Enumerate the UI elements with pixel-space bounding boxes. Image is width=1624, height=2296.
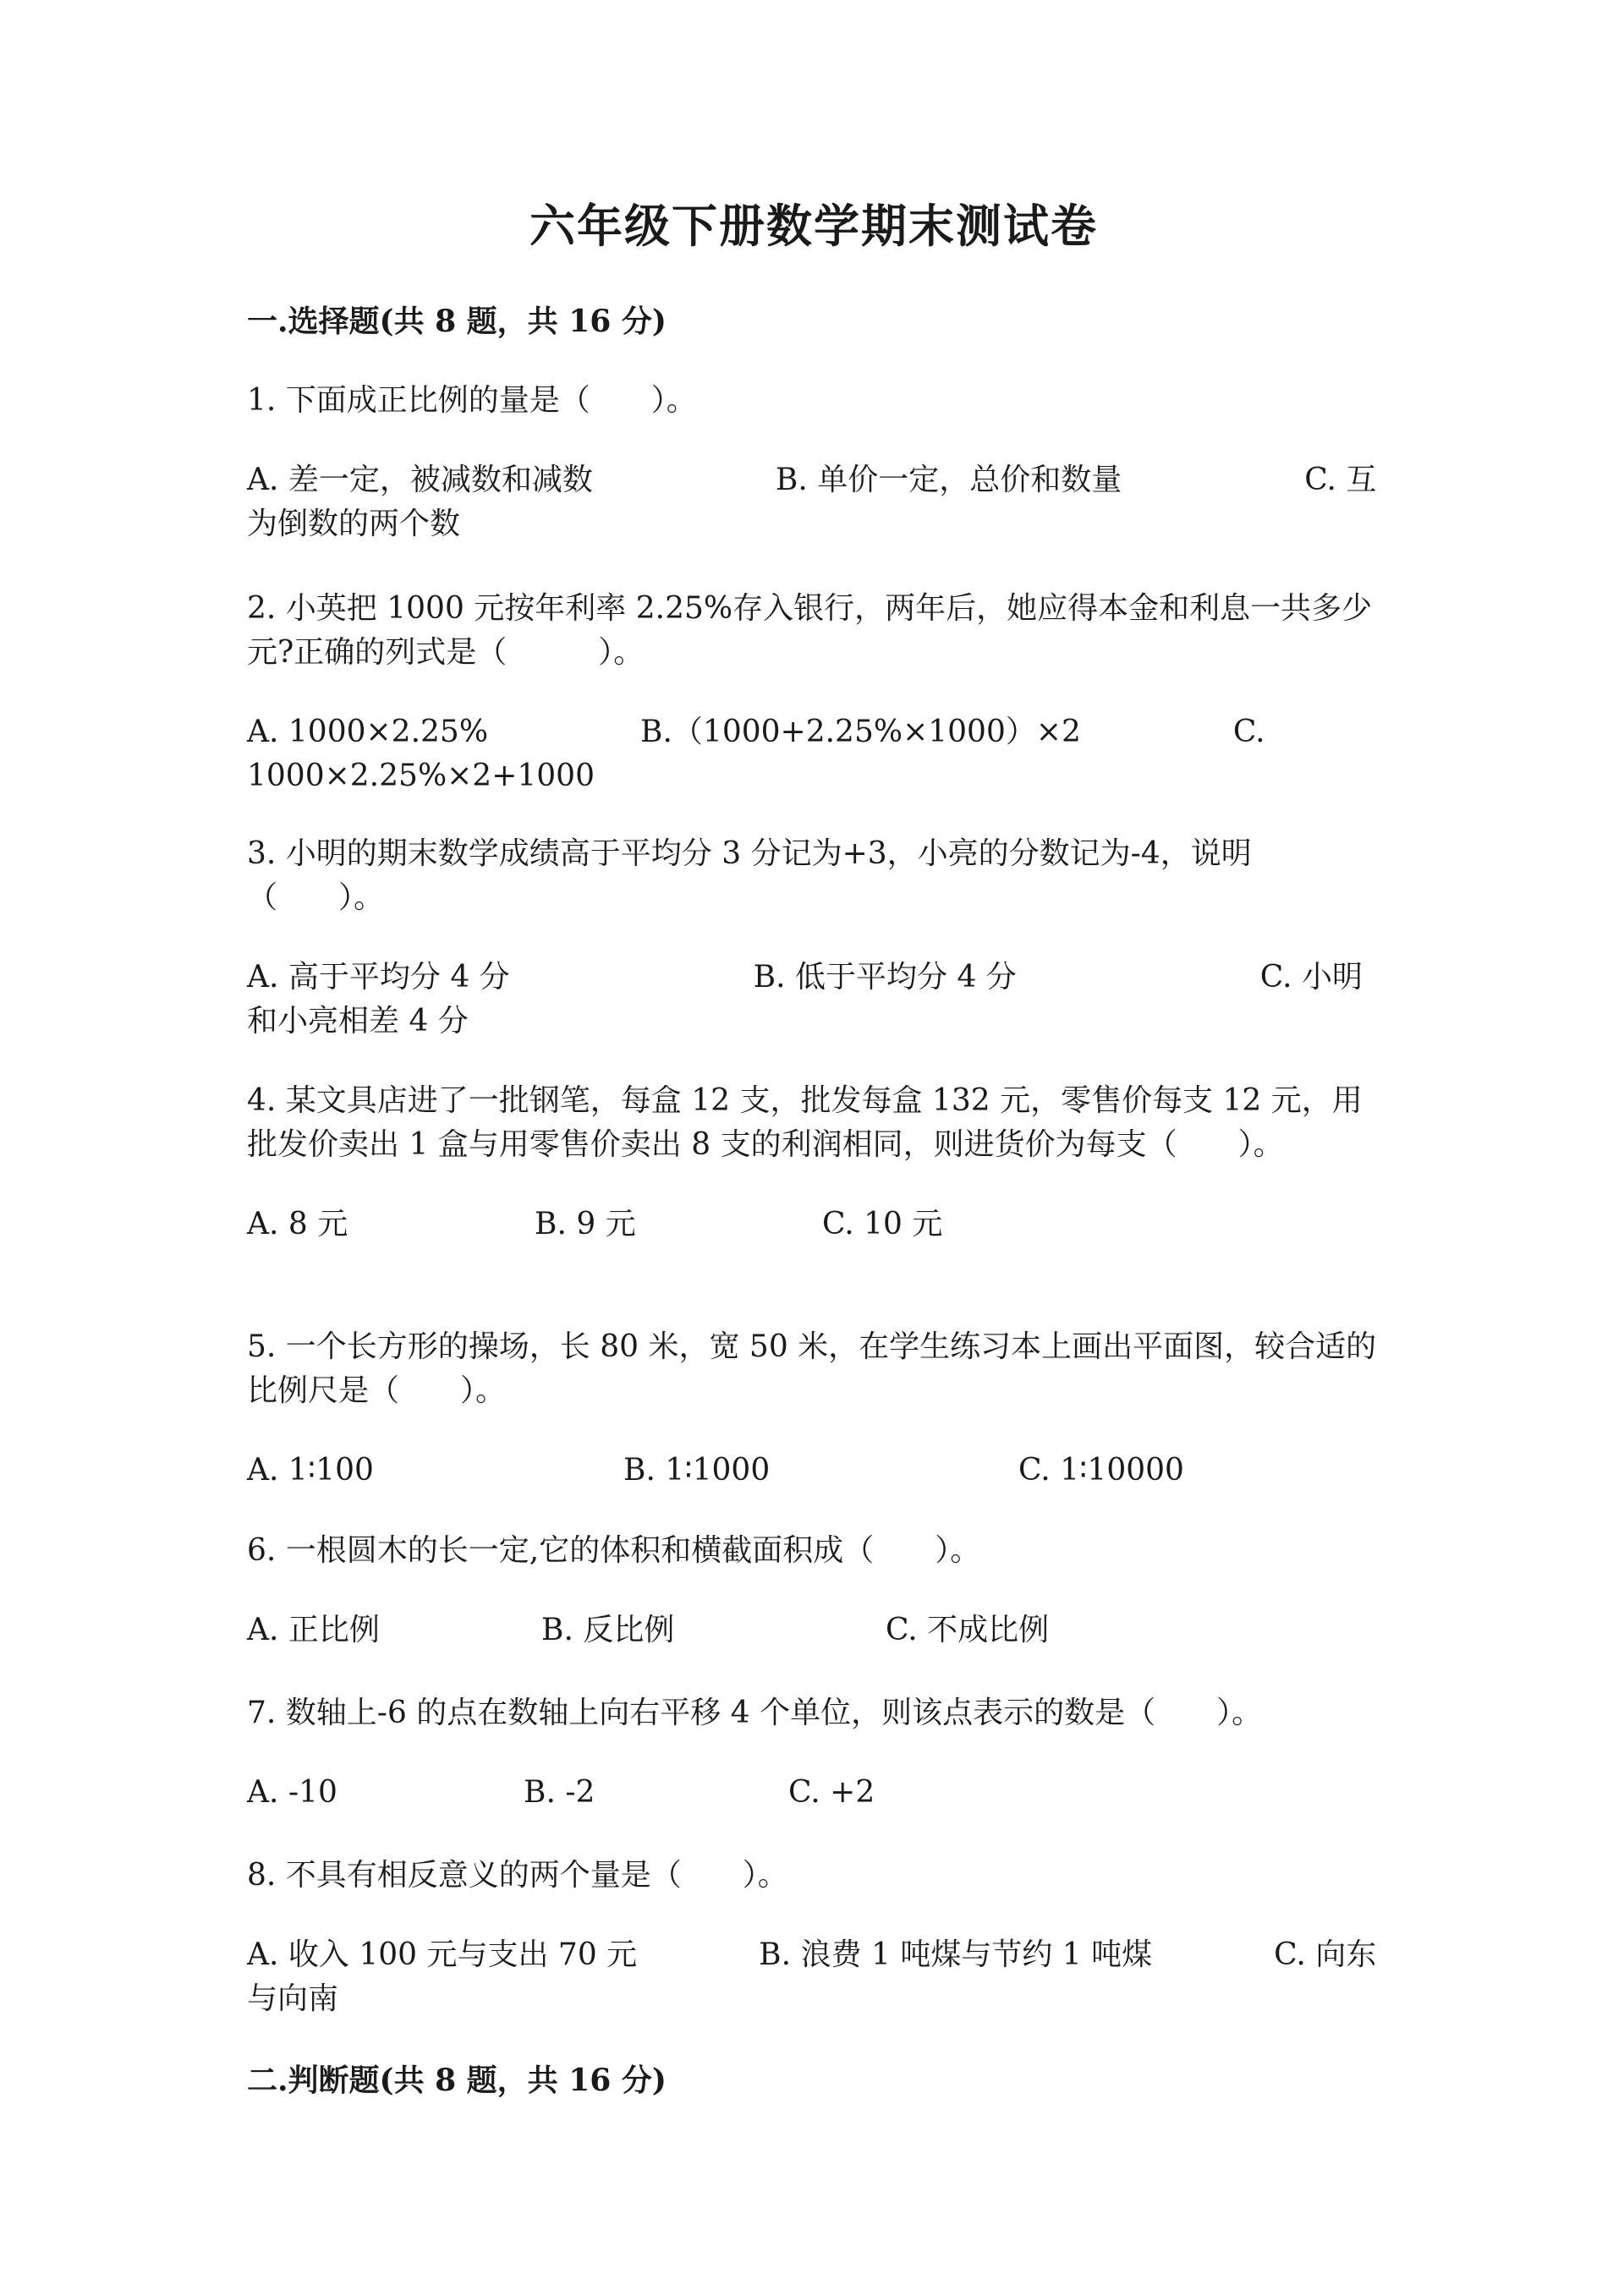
- question-options: [247, 1771, 1380, 1815]
- question-options: A. 1000×2.25% B.（1000+2.25%×1000）×2 C. 1000×2.25%×2+1000: [247, 715, 1276, 793]
- question-2: [247, 587, 1380, 798]
- question-7: [247, 1691, 1380, 1815]
- question-stem: 2. 小英把 1000 元按年利率 2.25%存入银行，两年后，她应得本金和利息一共多少元?正确的列式是（ ）。: [247, 591, 1373, 670]
- question-options: A. 收入 100 元与支出 70 元 B. 浪费 1 吨煤与节约 1 吨煤 C. 向东与向南: [247, 1937, 1377, 2016]
- question-stem: 6. 一根圆木的长一定,它的体积和横截面积成（ ）。: [247, 1533, 981, 1568]
- section-heading-choice: 一.选择题(共 8 题，共 16 分): [247, 304, 667, 339]
- question-stem: 4. 某文具店进了一批钢笔，每盒 12 支，批发每盒 132 元，零售价每支 12 元，用批发价卖出 1 盒与用零售价卖出 8 支的利润相同，则进货价为每支（ ）。: [247, 1083, 1363, 1162]
- option-b: B. 反比例: [541, 1613, 675, 1647]
- question-stem: 7. 数轴上-6 的点在数轴上向右平移 4 个单位，则该点表示的数是（ ）。: [247, 1696, 1263, 1730]
- question-stem: 8. 不具有相反意义的两个量是（ ）。: [247, 1858, 788, 1893]
- question-4: [247, 1079, 1380, 1247]
- question-8: [247, 1854, 1380, 2021]
- question-options: [247, 1449, 1380, 1493]
- option-a: A. 1∶100: [247, 1453, 374, 1488]
- question-stem: 5. 一个长方形的操场，长 80 米，宽 50 米，在学生练习本上画出平面图，较合适的比例尺是（ ）。: [247, 1329, 1377, 1408]
- question-options: A. 差一定，被减数和减数 B. 单价一定，总价和数量 C. 互为倒数的两个数: [247, 463, 1377, 541]
- option-b: B. -2: [524, 1775, 595, 1810]
- option-b: B. 9 元: [535, 1207, 636, 1241]
- question-options: [247, 1608, 1380, 1652]
- option-a: A. 8 元: [247, 1207, 348, 1241]
- page-title: 六年级下册数学期末测试卷: [529, 199, 1098, 253]
- option-c: C. 不成比例: [886, 1613, 1050, 1647]
- option-c: C. 1∶10000: [1018, 1453, 1184, 1488]
- question-1: [247, 379, 1380, 546]
- question-stem: 3. 小明的期末数学成绩高于平均分 3 分记为+3，小亮的分数记为-4，说明（ ）。: [247, 836, 1252, 915]
- option-c: C. 10 元: [822, 1207, 943, 1241]
- section-heading-judgement: 二.判断题(共 8 题，共 16 分): [247, 2063, 667, 2098]
- option-a: A. -10: [247, 1775, 337, 1810]
- option-b: B. 1∶1000: [623, 1453, 771, 1488]
- question-options: [247, 1203, 1380, 1247]
- question-3: [247, 832, 1380, 1044]
- option-a: A. 正比例: [247, 1613, 380, 1647]
- question-5: [247, 1325, 1380, 1493]
- question-stem: 1. 下面成正比例的量是（ ）。: [247, 383, 697, 418]
- option-c: C. +2: [788, 1775, 875, 1810]
- question-6: [247, 1529, 1380, 1652]
- question-options: A. 高于平均分 4 分 B. 低于平均分 4 分 C. 小明和小亮相差 4 分: [247, 960, 1363, 1038]
